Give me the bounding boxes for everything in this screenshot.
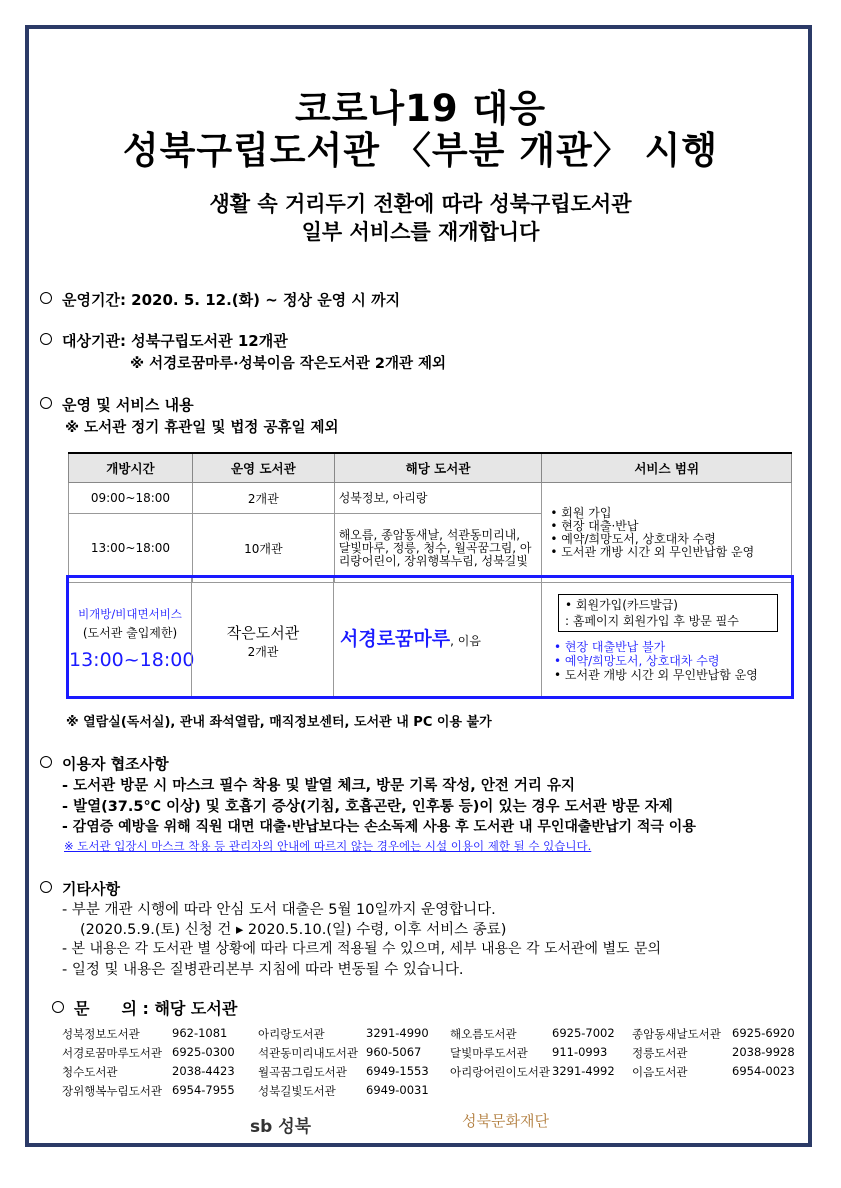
inquiry-section: [52, 996, 237, 1019]
cooperation-item: - 도서관 방문 시 마스크 필수 착용 및 발열 체크, 방문 기록 작성, 안전 거리 유지: [62, 778, 575, 794]
subtitle-line1: 생활 속 거리두기 전환에 따라 성북구립도서관: [209, 192, 632, 216]
row3-service-item: • 도서관 개방 시간 외 무인반납함 운영: [554, 668, 758, 682]
bullet-circle-icon: [40, 333, 52, 345]
contact-name: 정릉도서관: [632, 1046, 688, 1060]
row3-hours-cell: [69, 578, 195, 696]
contact-name: 달빛마루도서관: [450, 1046, 528, 1060]
contact-tel: 6925-0300: [172, 1045, 235, 1059]
contact-tel: 6954-7955: [172, 1083, 235, 1097]
row3-service-item: • 예약/희망도서, 상호대차 수령: [554, 654, 720, 668]
row1-count: 2개관: [192, 483, 334, 514]
operation-section: [40, 394, 194, 415]
contact-name: 월곡꿈그림도서관: [258, 1065, 347, 1079]
contact-tel: 3291-4990: [366, 1026, 429, 1040]
header-service-scope: 서비스 범위: [542, 453, 792, 483]
table-row: [69, 483, 792, 514]
header-hours: 개방시간: [69, 453, 193, 483]
bullet-circle-icon: [40, 756, 52, 768]
contact-tel: 6954-0023: [732, 1064, 795, 1078]
cooperation-item: - 감염증 예방을 위해 직원 대면 대출·반납보다는 손소독제 사용 후 도서관 내 무인대출반납기 적극 이용: [62, 819, 696, 835]
row2-time: 13:00~18:00: [69, 514, 193, 583]
row3-service-cell: [541, 578, 792, 696]
contact-name: 성북정보도서관: [62, 1027, 140, 1041]
target-text: 대상기관: 성북구립도서관 12개관: [62, 332, 288, 350]
bullet-circle-icon: [40, 292, 52, 304]
contact-name: 성북길빛도서관: [258, 1084, 336, 1098]
contact-tel: 960-5067: [366, 1045, 422, 1059]
cooperation-title: 이용자 협조사항: [62, 755, 169, 773]
table-header-row: [69, 453, 792, 483]
cooperation-section: [40, 753, 169, 774]
contact-tel: 3291-4992: [552, 1064, 615, 1078]
contact-name: 아리랑도서관: [258, 1027, 325, 1041]
cooperation-item: - 발열(37.5℃ 이상) 및 호흡기 증상(기침, 호흡곤란, 인후통 등)이 있는 경우 도서관 방문 자제: [62, 799, 673, 815]
row2-libs: 해오름, 종암동새날, 석관동미리내, 달빛마루, 정릉, 청수, 월곡꿈그림, 아리랑어린이, 장위행복누림, 성북길빛: [334, 514, 542, 583]
row3-label2: (도서관 출입제한): [82, 626, 178, 640]
service-item: • 회원 가입: [550, 505, 612, 520]
subtitle-line2: 일부 서비스를 재개합니다: [301, 220, 540, 244]
contact-tel: 6949-1553: [366, 1064, 429, 1078]
header-libraries: 운영 도서관: [192, 453, 334, 483]
membership-line1: • 회원가입(카드발급): [565, 598, 678, 612]
inquiry-text: 문 의 : 해당 도서관: [74, 999, 238, 1018]
period-section: [40, 289, 400, 310]
etc-item: - 본 내용은 각 도서관 별 상황에 따라 다르게 적용될 수 있으며, 세부 내용은 각 도서관에 별도 문의: [62, 941, 662, 957]
row3-label1: 비개방/비대면서비스: [78, 607, 182, 621]
contact-tel: 2038-4423: [172, 1064, 235, 1078]
row3-libs-cell: [333, 578, 542, 696]
highlighted-row: [66, 575, 794, 699]
contact-tel: 6949-0031: [366, 1083, 429, 1097]
contact-name: 종암동새날도서관: [632, 1027, 721, 1041]
service-item: • 도서관 개방 시간 외 무인반납함 운영: [550, 544, 755, 559]
membership-box: [558, 594, 778, 632]
row3-lib-sub: , 이음: [450, 634, 481, 648]
contact-tel: 911-0993: [552, 1045, 608, 1059]
contact-tel: 6925-6920: [732, 1026, 795, 1040]
contact-name: 석관동미리내도서관: [258, 1046, 358, 1060]
period-text: 운영기간: 2020. 5. 12.(화) ~ 정상 운영 시 까지: [62, 291, 401, 309]
etc-item: (2020.5.9.(토) 신청 건 ▸ 2020.5.10.(일) 수령, 이후 서비스 종료): [80, 922, 507, 938]
contact-name: 청수도서관: [62, 1065, 118, 1079]
operation-note: ※ 도서관 정기 휴관일 및 법정 공휴일 제외: [65, 420, 339, 436]
service-table: [68, 452, 792, 583]
service-scope-list: [542, 483, 792, 583]
etc-title: 기타사항: [62, 880, 120, 898]
operation-text: 운영 및 서비스 내용: [62, 396, 194, 414]
row3-lib-main: 서경로꿈마루: [340, 628, 451, 650]
etc-item: - 일정 및 내용은 질병관리본부 지침에 따라 변동될 수 있습니다.: [62, 962, 464, 978]
contact-name: 장위행복누림도서관: [62, 1084, 162, 1098]
bullet-circle-icon: [40, 881, 52, 893]
row3-service-item: • 현장 대출반납 불가: [554, 640, 666, 654]
contact-tel: 2038-9928: [732, 1045, 795, 1059]
contact-tel: 6925-7002: [552, 1026, 615, 1040]
bullet-circle-icon: [52, 1001, 64, 1013]
row3-count-cell: [191, 578, 334, 696]
etc-section: [40, 878, 120, 899]
header-target-libraries: 해당 도서관: [334, 453, 542, 483]
contact-name: 아리랑어린이도서관: [450, 1065, 550, 1079]
target-section: [40, 330, 288, 351]
bullet-circle-icon: [40, 397, 52, 409]
membership-line2: : 홈페이지 회원가입 후 방문 필수: [565, 614, 739, 628]
seongbuk-logo: sb 성북: [250, 1117, 312, 1137]
table-note: ※ 열람실(독서실), 관내 좌석열람, 매직정보센터, 도서관 내 PC 이용 불가: [66, 715, 492, 730]
contact-name: 서경로꿈마루도서관: [62, 1046, 162, 1060]
target-note: ※ 서경로꿈마루·성북이음 작은도서관 2개관 제외: [130, 356, 447, 372]
service-item: • 현장 대출·반납: [550, 518, 639, 533]
contact-name: 해오름도서관: [450, 1027, 517, 1041]
contact-tel: 962-1081: [172, 1026, 228, 1040]
row1-libs: 성북정보, 아리랑: [334, 483, 542, 514]
seongbuk-foundation-logo: 성북문화재단: [462, 1112, 549, 1130]
contact-name: 이음도서관: [632, 1065, 688, 1079]
row3-time: 13:00~18:00: [69, 649, 195, 671]
cooperation-warning: ※ 도서관 입장시 마스크 착용 등 관리자의 안내에 따르지 않는 경우에는 시설 이용이 제한 될 수 있습니다.: [64, 839, 592, 853]
row3-type: 작은도서관: [226, 624, 300, 642]
title-line2: 성북구립도서관 〈부분 개관〉 시행: [122, 129, 719, 172]
title-line1: 코로나19 대응: [294, 87, 547, 130]
row2-count: 10개관: [192, 514, 334, 583]
service-item: • 예약/희망도서, 상호대차 수령: [550, 531, 716, 546]
row1-time: 09:00~18:00: [69, 483, 193, 514]
row3-count: 2개관: [247, 645, 279, 659]
etc-item: - 부분 개관 시행에 따라 안심 도서 대출은 5월 10일까지 운영합니다.: [62, 902, 496, 918]
